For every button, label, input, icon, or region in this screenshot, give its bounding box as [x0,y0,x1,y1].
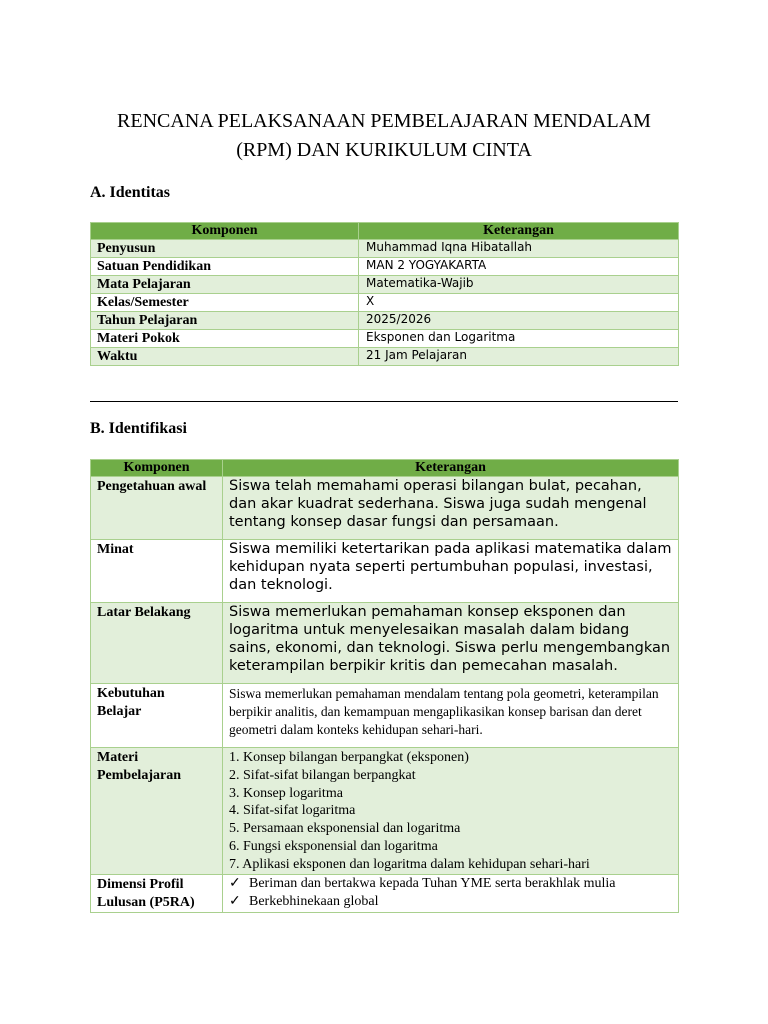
row-label: Penyusun [91,240,359,258]
table-header-row [91,460,679,477]
table-row [91,258,679,276]
table-row [91,477,679,540]
document-title [90,107,678,165]
list-item: 4. Sifat-sifat logaritma [229,803,356,819]
title-line-2: (RPM) DAN KURIKULUM CINTA [236,139,532,161]
row-label [91,684,223,748]
row-value: Matematika-Wajib [359,276,679,294]
row-label: Minat [91,540,223,603]
column-header-keterangan: Keterangan [359,223,679,240]
checkmark-icon: ✓ [229,875,241,891]
row-value: Siswa telah memahami operasi bilangan bulat, pecahan, dan akar kuadrat sederhana. Siswa juga sudah mengenal tentang konsep dasar fungsi dan persamaan. [223,477,679,540]
row-label: Satuan Pendidikan [91,258,359,276]
table-row [91,294,679,312]
table-row [91,240,679,258]
table-header-row [91,223,679,240]
list-item: 7. Aplikasi eksponen dan logaritma dalam kehidupan sehari-hari [229,856,590,872]
table-row [91,748,679,875]
table-row [91,603,679,684]
row-label: Waktu [91,348,359,366]
column-header-komponen: Komponen [91,460,223,477]
list-item: 2. Sifat-sifat bilangan berpangkat [229,767,416,783]
row-value: 21 Jam Pelajaran [359,348,679,366]
row-label: Latar Belakang [91,603,223,684]
identitas-table [90,222,679,366]
row-label: Pengetahuan awal [91,477,223,540]
row-label: Kelas/Semester [91,294,359,312]
table-row [91,874,679,912]
list-item: 1. Konsep bilangan berpangkat (eksponen) [229,750,469,765]
row-value: Siswa memerlukan pemahaman mendalam tentang pola geometri, keterampilan berpikir analitis, dan kemampuan mengaplikasikan konsep barisan dan deret geometri dalam konteks kehidupan sehari-hari. [223,684,679,748]
row-label [91,748,223,875]
row-label: Materi Pokok [91,330,359,348]
horizontal-divider [90,401,678,402]
table-row [91,348,679,366]
row-label-line-1: Kebutuhan [97,686,165,701]
table-row [91,330,679,348]
list-item: 5. Persamaan eksponensial dan logaritma [229,821,461,837]
row-value: X [359,294,679,312]
row-value: Eksponen dan Logaritma [359,330,679,348]
column-header-komponen: Komponen [91,223,359,240]
table-row [91,312,679,330]
list-item: 6. Fungsi eksponensial dan logaritma [229,838,438,854]
row-value: MAN 2 YOGYAKARTA [359,258,679,276]
row-label-line-1: Materi [97,750,139,765]
column-header-keterangan: Keterangan [223,460,679,477]
row-label-line-2: Lulusan (P5RA) [97,894,195,910]
list-item-text: Berkebhinekaan global [249,893,379,909]
row-value: Siswa memerlukan pemahaman konsep eksponen dan logaritma untuk menyelesaikan masalah dalam bidang sains, ekonomi, dan teknologi. Siswa perlu mengembangkan keterampilan berpikir kritis dan pemecahan masalah. [223,603,679,684]
list-item: 3. Konsep logaritma [229,785,343,801]
list-item [229,893,672,911]
table-row [91,684,679,748]
table-row [91,276,679,294]
table-row [91,540,679,603]
row-value: Muhammad Iqna Hibatallah [359,240,679,258]
row-label-line-2: Pembelajaran [97,768,181,783]
row-value: Siswa memiliki ketertarikan pada aplikasi matematika dalam kehidupan nyata seperti pertumbuhan populasi, investasi, dan teknologi. [223,540,679,603]
identifikasi-table [90,459,679,913]
title-line-1: RENCANA PELAKSANAAN PEMBELAJARAN MENDALAM [117,110,651,132]
row-value: 2025/2026 [359,312,679,330]
list-item-text: Beriman dan bertakwa kepada Tuhan YME serta berakhlak mulia [249,875,616,891]
section-a-heading: A. Identitas [90,184,171,201]
list-item [229,875,672,893]
row-label: Tahun Pelajaran [91,312,359,330]
dimensi-list [223,874,679,912]
row-label-line-1: Dimensi Profil [97,876,184,892]
row-label: Mata Pelajaran [91,276,359,294]
checkmark-icon: ✓ [229,893,241,909]
row-label [91,874,223,912]
materi-list [223,748,679,875]
row-label-line-2: Belajar [97,704,142,719]
section-b-heading: B. Identifikasi [90,420,187,437]
